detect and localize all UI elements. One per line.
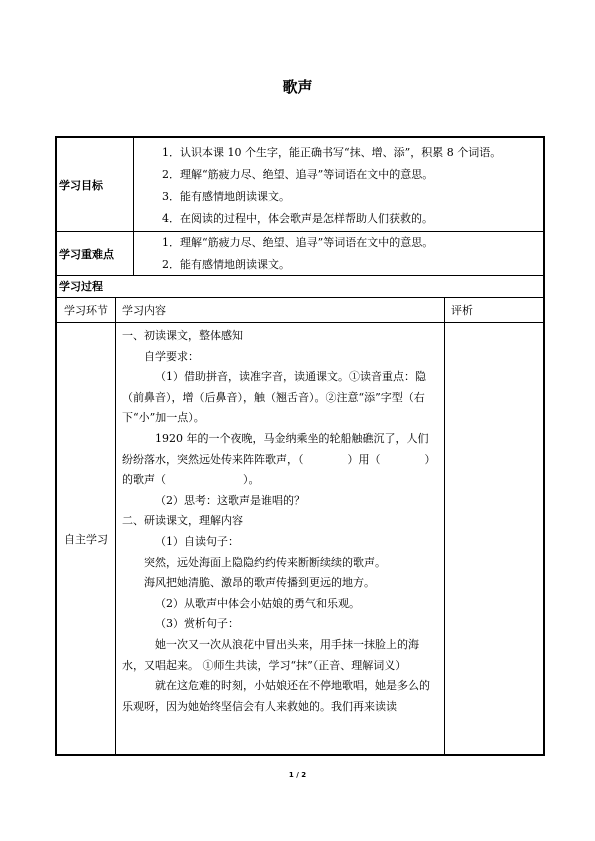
key-points-label: 学习重难点 — [57, 232, 134, 275]
comment-cell — [445, 323, 543, 754]
objective-item: 1．认识本课 10 个生字，能正确书写“抹、增、添”，积累 8 个词语。 — [162, 146, 502, 159]
lesson-table — [55, 136, 545, 756]
page-title: 歌声 — [282, 78, 313, 96]
column-header-row — [57, 297, 543, 322]
process-row — [57, 275, 543, 297]
column-header-stage: 学习环节 — [57, 298, 116, 322]
objective-item: 4．在阅读的过程中，体会歌声是怎样帮助人们获救的。 — [162, 212, 433, 225]
content-paragraph: （3）赏析句子： — [155, 617, 239, 631]
key-points-list — [134, 232, 543, 275]
key-point-item: 2．能有感情地朗读课文。 — [162, 258, 290, 271]
page-number: 1 / 2 — [288, 771, 307, 779]
content-paragraph: 突然，远处海面上隐隐约约传来断断续续的歌声。 — [144, 555, 386, 569]
column-header-comment: 评析 — [451, 304, 473, 317]
content-cell — [116, 323, 445, 754]
content-paragraph: （2）思考：这歌声是谁唱的？ — [155, 493, 305, 507]
objectives-row — [57, 138, 543, 231]
content-paragraph: 海风把她清脆、激昂的歌声传播到更远的地方。 — [144, 576, 375, 590]
content-paragraph: （1）自读句子： — [155, 534, 239, 548]
content-paragraph: 一、初读课文，整体感知 — [122, 329, 243, 342]
content-paragraph: 1920 年的一个夜晚，马金纳乘坐的轮船触礁沉了，人们纷纷落水，突然远处传来阵阵歌声，（ ）用（ ）的歌声（ ）。 — [122, 431, 436, 487]
stage-label: 自主学习 — [57, 323, 116, 754]
content-paragraph: （1）借助拼音，读准字音，读通课文。①读音重点：隐（前鼻音），增（后鼻音），触（翘舌音）。②注意“添”字型（右下“小”加一点）。 — [122, 370, 426, 425]
content-paragraph: 就在这危难的时刻，小姑娘还在不停地歌唱，她是多么的乐观呀，因为她始终坚信会有人来救她的。我们再来读读 — [122, 679, 430, 713]
column-header-content: 学习内容 — [116, 298, 445, 322]
process-label: 学习过程 — [59, 280, 103, 293]
content-paragraph: 二、研读课文，理解内容 — [122, 514, 243, 528]
key-point-item: 1．理解“筋疲力尽、绝望、追寻”等词语在文中的意思。 — [162, 236, 434, 249]
key-points-row — [57, 231, 543, 275]
objective-item: 2．理解“筋疲力尽、绝望、追寻”等词语在文中的意思。 — [162, 168, 434, 181]
objectives-label: 学习目标 — [57, 138, 134, 231]
objective-item: 3．能有感情地朗读课文。 — [162, 190, 290, 203]
content-paragraph: 自学要求： — [144, 349, 199, 363]
content-paragraph: （2）从歌声中体会小姑娘的勇气和乐观。 — [155, 596, 360, 610]
objectives-list — [134, 138, 543, 231]
self-study-row — [57, 322, 543, 754]
content-paragraph: 她一次又一次从浪花中冒出头来，用手抹一抹脸上的海水，又唱起来。 ①师生共读，学习“抹”（正音、理解词义） — [122, 637, 419, 672]
